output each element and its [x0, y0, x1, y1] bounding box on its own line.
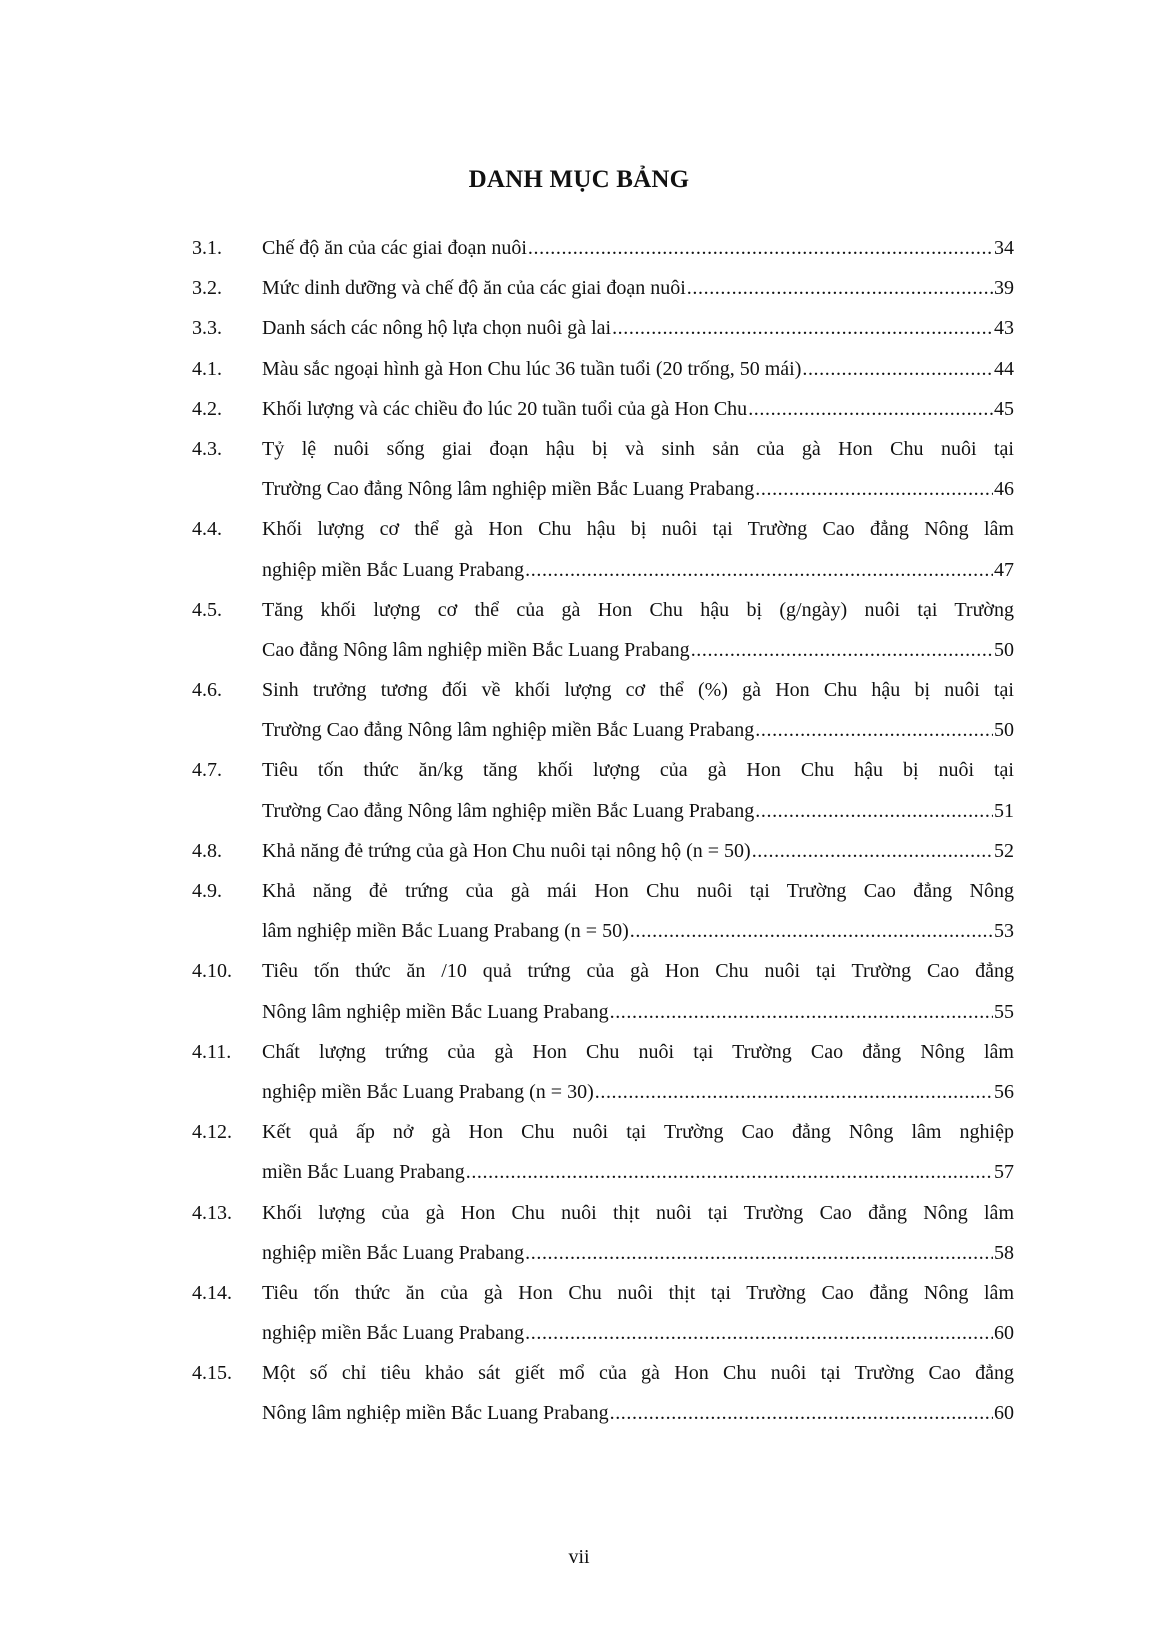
- toc-entry-title: Khối lượng cơ thể gà Hon Chu hậu bị nuôi tại Trường Cao đẳng Nông lâm: [262, 518, 1014, 541]
- toc-entry-title: Chế độ ăn của các giai đoạn nuôi: [262, 237, 527, 259]
- toc-entry-line: [192, 951, 1014, 991]
- dot-leader: [755, 469, 993, 509]
- toc-entry-line: [192, 550, 1014, 590]
- toc-entry-number: 4.5.: [192, 598, 222, 621]
- dot-leader: [525, 1313, 993, 1353]
- table-of-contents: [192, 228, 1014, 1434]
- toc-entry-line: [192, 1353, 1014, 1393]
- toc-entry-title: lâm nghiệp miền Bắc Luang Prabang (n = 50): [262, 920, 629, 943]
- toc-entry-line: [192, 509, 1014, 549]
- toc-entry-number: 3.2.: [192, 277, 222, 300]
- toc-entry-page[interactable]: 39: [994, 277, 1014, 300]
- toc-entry[interactable]: [192, 308, 1014, 348]
- toc-entry-text: [262, 389, 1014, 429]
- toc-entry-text: [262, 228, 1014, 268]
- dot-leader: [466, 1152, 993, 1192]
- toc-entry-line: [192, 1032, 1014, 1072]
- toc-entry-title: Chất lượng trứng của gà Hon Chu nuôi tại Trường Cao đẳng Nông lâm: [262, 1040, 1014, 1063]
- toc-entry-title: Danh sách các nông hộ lựa chọn nuôi gà lai: [262, 317, 612, 340]
- toc-entry-line: [192, 1193, 1014, 1233]
- toc-entry-line: [192, 630, 1014, 670]
- toc-entry-page[interactable]: 44: [994, 357, 1014, 380]
- toc-entry-title: Nông lâm nghiệp miền Bắc Luang Prabang: [262, 1402, 609, 1425]
- dot-leader: [755, 710, 993, 750]
- toc-entry[interactable]: [192, 831, 1014, 871]
- toc-entry-text: [262, 992, 1014, 1032]
- dot-leader: [525, 1233, 993, 1273]
- toc-entry-text: [262, 1393, 1014, 1433]
- toc-entry-page[interactable]: 58: [994, 1241, 1014, 1264]
- toc-entry-line: [192, 670, 1014, 710]
- dot-leader: [802, 349, 993, 389]
- toc-entry-title: Khối lượng của gà Hon Chu nuôi thịt nuôi tại Trường Cao đẳng Nông lâm: [262, 1201, 1014, 1224]
- toc-entry[interactable]: [192, 871, 1014, 951]
- toc-entry-number: 4.15.: [192, 1362, 232, 1385]
- toc-entry-number: 4.13.: [192, 1201, 232, 1224]
- toc-entry-number: 4.11.: [192, 1040, 232, 1063]
- toc-entry-page[interactable]: 55: [994, 1000, 1014, 1023]
- toc-entry[interactable]: [192, 1273, 1014, 1353]
- dot-leader: [610, 992, 993, 1032]
- toc-entry-page[interactable]: 50: [994, 719, 1014, 742]
- toc-entry-page[interactable]: 60: [994, 1402, 1014, 1425]
- toc-entry-title: Trường Cao đẳng Nông lâm nghiệp miền Bắc Luang Prabang: [262, 478, 755, 501]
- toc-entry-text: [262, 1072, 1014, 1112]
- toc-entry-line: [192, 1313, 1014, 1353]
- toc-entry-number: 4.9.: [192, 880, 222, 902]
- toc-entry-title: Tăng khối lượng cơ thể của gà Hon Chu hậu bị (g/ngày) nuôi tại Trường: [262, 598, 1014, 621]
- toc-entry-title: Màu sắc ngoại hình gà Hon Chu lúc 36 tuần tuổi (20 trống, 50 mái): [262, 357, 802, 380]
- toc-entry[interactable]: [192, 1032, 1014, 1112]
- toc-entry-line: [192, 992, 1014, 1032]
- toc-entry[interactable]: [192, 670, 1014, 750]
- toc-entry-page[interactable]: 34: [994, 237, 1014, 259]
- toc-entry-title: nghiệp miền Bắc Luang Prabang (n = 30): [262, 1080, 594, 1103]
- toc-entry-text: [262, 268, 1014, 308]
- toc-entry-page[interactable]: 52: [994, 839, 1014, 862]
- toc-entry-text: [262, 1313, 1014, 1353]
- toc-entry-page[interactable]: 56: [994, 1080, 1014, 1103]
- toc-entry-number: 4.3.: [192, 437, 222, 460]
- toc-entry-page[interactable]: 57: [994, 1161, 1014, 1184]
- dot-leader: [748, 389, 993, 429]
- toc-entry-number: 4.6.: [192, 679, 222, 702]
- toc-entry-text: [262, 349, 1014, 389]
- toc-entry-line: [192, 1273, 1014, 1313]
- toc-entry-number: 4.12.: [192, 1121, 232, 1144]
- toc-entry[interactable]: [192, 1112, 1014, 1192]
- toc-entry-line: [192, 429, 1014, 469]
- dot-leader: [687, 268, 993, 308]
- toc-entry-line: [192, 1393, 1014, 1433]
- toc-entry-line: [192, 911, 1014, 951]
- toc-entry-title: nghiệp miền Bắc Luang Prabang: [262, 1241, 525, 1264]
- toc-entry-page[interactable]: 46: [994, 478, 1014, 501]
- toc-entry-number: 4.7.: [192, 759, 222, 782]
- toc-entry-text: [262, 469, 1014, 509]
- toc-entry[interactable]: [192, 1353, 1014, 1433]
- dot-leader: [752, 831, 993, 871]
- toc-entry-line: [192, 791, 1014, 831]
- toc-entry-line: [192, 1112, 1014, 1152]
- toc-entry-line: [192, 750, 1014, 790]
- toc-entry-number: 4.14.: [192, 1281, 232, 1304]
- toc-entry-line: [192, 590, 1014, 630]
- toc-entry-title: Tiêu tốn thức ăn/kg tăng khối lượng của gà Hon Chu hậu bị nuôi tại: [262, 759, 1014, 782]
- toc-entry-line: [192, 1233, 1014, 1273]
- dot-leader: [595, 1072, 993, 1112]
- toc-entry-line: [192, 831, 1014, 871]
- toc-entry-text: [262, 1233, 1014, 1273]
- dot-leader: [525, 550, 993, 590]
- toc-entry-title: Khối lượng và các chiều đo lúc 20 tuần tuổi của gà Hon Chu: [262, 397, 748, 420]
- toc-entry[interactable]: [192, 951, 1014, 1031]
- toc-entry-title: Khả năng đẻ trứng của gà Hon Chu nuôi tại nông hộ (n = 50): [262, 839, 751, 862]
- toc-entry-page[interactable]: 47: [994, 558, 1014, 581]
- toc-entry-text: [262, 831, 1014, 871]
- toc-entry-title: Trường Cao đẳng Nông lâm nghiệp miền Bắc Luang Prabang: [262, 799, 755, 822]
- toc-entry-line: [192, 1072, 1014, 1112]
- toc-entry-page[interactable]: 43: [994, 317, 1014, 340]
- toc-entry-number: 4.1.: [192, 357, 222, 380]
- toc-entry[interactable]: [192, 429, 1014, 509]
- toc-entry[interactable]: [192, 389, 1014, 429]
- toc-entry-number: 3.1.: [192, 237, 222, 259]
- toc-entry-title: nghiệp miền Bắc Luang Prabang: [262, 1322, 525, 1345]
- toc-entry-text: [262, 710, 1014, 750]
- toc-entry-number: 4.8.: [192, 839, 222, 862]
- toc-entry-title: Kết quả ấp nở gà Hon Chu nuôi tại Trường Cao đẳng Nông lâm nghiệp: [262, 1121, 1014, 1144]
- toc-entry-title: Cao đẳng Nông lâm nghiệp miền Bắc Luang Prabang: [262, 638, 690, 661]
- toc-entry-text: [262, 550, 1014, 590]
- dot-leader: [612, 308, 993, 348]
- toc-entry-text: [262, 630, 1014, 670]
- page-number-footer: vii: [568, 1546, 590, 1568]
- toc-entry-text: [262, 308, 1014, 348]
- toc-entry-title: Sinh trưởng tương đối về khối lượng cơ thể (%) gà Hon Chu hậu bị nuôi tại: [262, 679, 1014, 702]
- toc-entry-line: [192, 871, 1014, 911]
- toc-entry-number: 4.10.: [192, 960, 232, 983]
- dot-leader: [630, 911, 993, 951]
- toc-entry-title: Nông lâm nghiệp miền Bắc Luang Prabang: [262, 1000, 609, 1023]
- toc-entry-page[interactable]: 53: [994, 920, 1014, 943]
- toc-entry-number: 3.3.: [192, 317, 222, 340]
- toc-entry-number: 4.4.: [192, 518, 222, 541]
- toc-entry-line: [192, 469, 1014, 509]
- toc-entry-line: [192, 349, 1014, 389]
- toc-entry-line: [192, 308, 1014, 348]
- toc-entry[interactable]: [192, 590, 1014, 670]
- toc-entry[interactable]: [192, 1193, 1014, 1273]
- toc-entry-page[interactable]: 60: [994, 1322, 1014, 1345]
- toc-entry[interactable]: [192, 268, 1014, 308]
- page-title: DANH MỤC BẢNG: [468, 166, 690, 193]
- toc-entry-line: [192, 268, 1014, 308]
- toc-entry-title: nghiệp miền Bắc Luang Prabang: [262, 558, 525, 581]
- toc-entry-title: miền Bắc Luang Prabang: [262, 1161, 465, 1184]
- dot-leader: [691, 630, 993, 670]
- toc-entry-text: [262, 911, 1014, 951]
- toc-entry-title: Tỷ lệ nuôi sống giai đoạn hậu bị và sinh sản của gà Hon Chu nuôi tại: [262, 437, 1014, 460]
- toc-entry-text: [262, 791, 1014, 831]
- toc-entry[interactable]: [192, 509, 1014, 589]
- toc-entry-number: 4.2.: [192, 397, 222, 420]
- toc-entry-title: Tiêu tốn thức ăn /10 quả trứng của gà Hon Chu nuôi tại Trường Cao đẳng: [262, 960, 1014, 983]
- toc-entry-page[interactable]: 45: [994, 397, 1014, 420]
- toc-entry-line: [192, 1152, 1014, 1192]
- toc-entry-title: Một số chỉ tiêu khảo sát giết mổ của gà Hon Chu nuôi tại Trường Cao đẳng: [262, 1362, 1014, 1385]
- dot-leader: [610, 1393, 993, 1433]
- toc-entry[interactable]: [192, 349, 1014, 389]
- dot-leader: [528, 228, 993, 268]
- toc-entry-title: Mức dinh dưỡng và chế độ ăn của các giai đoạn nuôi: [262, 277, 686, 300]
- dot-leader: [755, 791, 993, 831]
- toc-entry-line: [192, 389, 1014, 429]
- toc-entry-text: [262, 1152, 1014, 1192]
- toc-entry-line: [192, 710, 1014, 750]
- toc-entry[interactable]: [192, 750, 1014, 830]
- toc-entry-page[interactable]: 50: [994, 638, 1014, 661]
- toc-entry[interactable]: [192, 228, 1014, 268]
- toc-entry-title: Trường Cao đẳng Nông lâm nghiệp miền Bắc Luang Prabang: [262, 719, 755, 742]
- toc-entry-line: [192, 228, 1014, 268]
- toc-entry-page[interactable]: 51: [994, 799, 1014, 822]
- toc-entry-title: Khả năng đẻ trứng của gà mái Hon Chu nuôi tại Trường Cao đẳng Nông: [262, 880, 1014, 902]
- toc-entry-title: Tiêu tốn thức ăn của gà Hon Chu nuôi thịt tại Trường Cao đẳng Nông lâm: [262, 1281, 1014, 1304]
